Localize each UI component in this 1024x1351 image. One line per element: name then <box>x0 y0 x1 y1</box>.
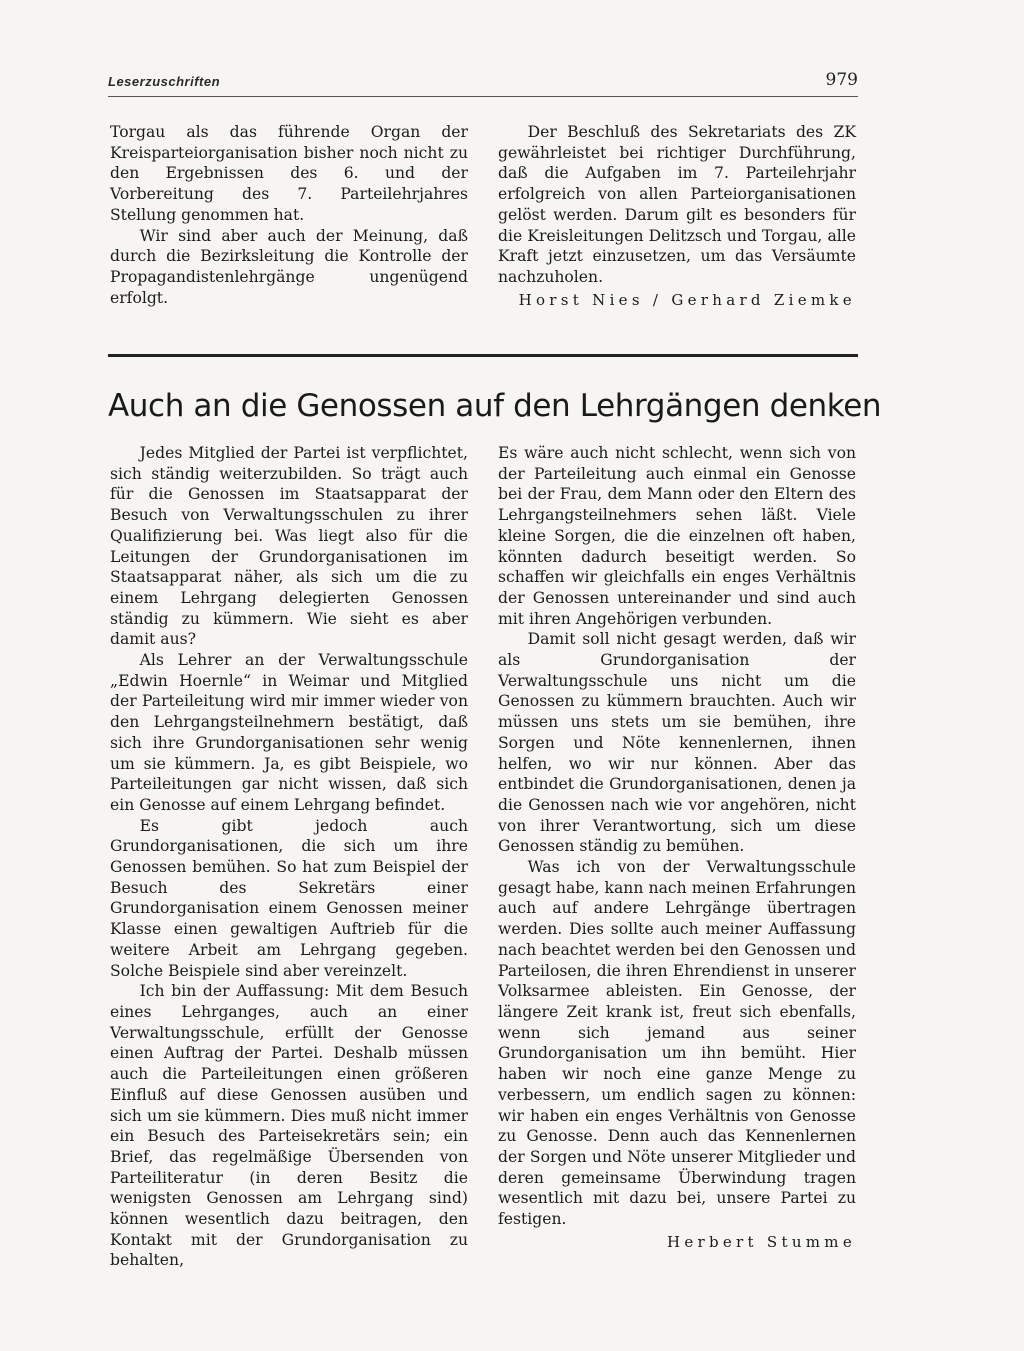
top-letter-left-column <box>110 122 468 308</box>
paragraph: Der Beschluß des Sekretariats des ZK gewährleistet bei richtiger Durchführung, daß die Aufgaben im 7. Parteilehrjahr erfolgreich von allen Parteiorganisationen gelöst werden. Darum gilt es besonders für die Kreisleitungen Delitzsch und Torgau, alle Kraft jetzt einzusetzen, um das Versäumte nachzuholen. <box>498 123 856 286</box>
paragraph: Was ich von der Verwaltungsschule gesagt habe, kann nach meinen Erfahrungen auch auf andere Lehrgänge übertragen werden. Dies sollte auch meiner Auffassung nach beachtet werden bei den Genossen und Parteilosen, die ihren Ehrendienst in unserer Volksarmee ableisten. Ein Genosse, der längere Zeit krank ist, freut sich ebenfalls, wenn sich jemand aus seiner Grundorganisation um ihn bemüht. Hier haben wir noch eine ganze Menge zu verbessern, um endlich sagen zu können: wir haben ein enges Verhältnis von Genosse zu Genosse. Denn auch das Kennenlernen der Sorgen und Nöte unserer Mitglieder und deren gemeinsame Überwindung tragen wesentlich mit dazu bei, unsere Partei zu festigen. <box>498 858 856 1229</box>
paragraph: Torgau als das führende Organ der Kreisparteiorganisation bisher noch nicht zu den Ergebnissen des 6. und der Vorbereitung des 7. Parteilehrjahres Stellung genommen hat. <box>110 123 468 224</box>
section-divider <box>108 354 858 357</box>
article-left-column <box>110 443 468 1271</box>
top-letter-right-column <box>498 122 856 310</box>
header-rule <box>108 96 858 97</box>
paragraph: Jedes Mitglied der Partei ist verpflichtet, sich ständig weiterzubilden. So trägt auch für die Genossen im Staatsapparat der Besuch von Verwaltungsschulen zu ihrer Qualifizierung bei. Was liegt also für die Leitungen der Grundorganisationen im Staatsapparat näher, als sich um die zu einem Lehrgang delegierten Genossen ständig zu kümmern. Wie sieht es aber damit aus? <box>110 444 468 649</box>
article-right-column <box>498 443 856 1252</box>
paragraph: Es wäre auch nicht schlecht, wenn sich von der Parteileitung auch einmal ein Genosse bei der Frau, dem Mann oder den Eltern des Lehrgangsteilnehmers sehen läßt. Viele kleine Sorgen, die die einzelnen oft haben, könnten dadurch beseitigt werden. So schaffen wir gleichfalls ein enges Verhältnis der Genossen untereinander und sind auch mit ihren Angehörigen verbunden. <box>498 444 856 628</box>
paragraph: Als Lehrer an der Verwaltungsschule „Edwin Hoernle“ in Weimar und Mitglied der Parteileitung wird mir immer wieder von den Lehrgangsteilnehmern bestätigt, daß sich ihre Grundorganisationen sehr wenig um sie kümmern. Ja, es gibt Beispiele, wo Parteileitungen gar nicht wissen, daß sich ein Genosse auf einem Lehrgang befindet. <box>110 651 468 814</box>
running-header <box>108 70 858 92</box>
paragraph: Wir sind aber auch der Meinung, daß durch die Bezirksleitung die Kontrolle der Propagandistenlehrgänge ungenügend erfolgt. <box>110 226 468 307</box>
signature: Herbert Stumme <box>666 1232 856 1251</box>
paragraph: Damit soll nicht gesagt werden, daß wir als Grundorganisation der Verwaltungsschule uns nicht um die Genossen zu kümmern brauchten. Auch wir müssen uns stets um sie bemühen, ihre Sorgen und Nöte kennenlernen, ihnen helfen, wo wir nur können. Aber das entbindet die Grundorganisationen, denen ja die Genossen nach wie vor angehören, nicht von ihrer Verantwortung, sich um diese Genossen ständig zu bemühen. <box>498 630 856 856</box>
section-label: Leserzuschriften <box>108 74 221 89</box>
paragraph: Ich bin der Auffassung: Mit dem Besuch eines Lehrganges, auch an einer Verwaltungsschule, erfüllt der Genosse einen Auftrag der Partei. Deshalb müssen auch die Parteileitungen einen größeren Einfluß auf diese Genossen ausüben und sich um sie kümmern. Dies muß nicht immer ein Besuch des Parteisekretärs sein; ein Brief, das regelmäßige Übersenden von Parteiliteratur (in deren Besitz die wenigsten Genossen am Lehrgang sind) können wesentlich dazu beitragen, den Kontakt mit der Grundorganisation zu behalten, <box>110 982 468 1270</box>
page-number: 979 <box>825 70 858 90</box>
signature: Horst Nies / Gerhard Ziemke <box>518 290 856 309</box>
paragraph: Es gibt jedoch auch Grundorganisationen, die sich um ihre Genossen bemühen. So hat zum Beispiel der Besuch des Sekretärs einer Grundorganisation einem Genossen meiner Klasse einen gewaltigen Auftrieb für die weitere Arbeit am Lehrgang gegeben. Solche Beispiele sind aber vereinzelt. <box>110 816 468 980</box>
article-title: Auch an die Genossen auf den Lehrgängen denken <box>108 388 882 424</box>
